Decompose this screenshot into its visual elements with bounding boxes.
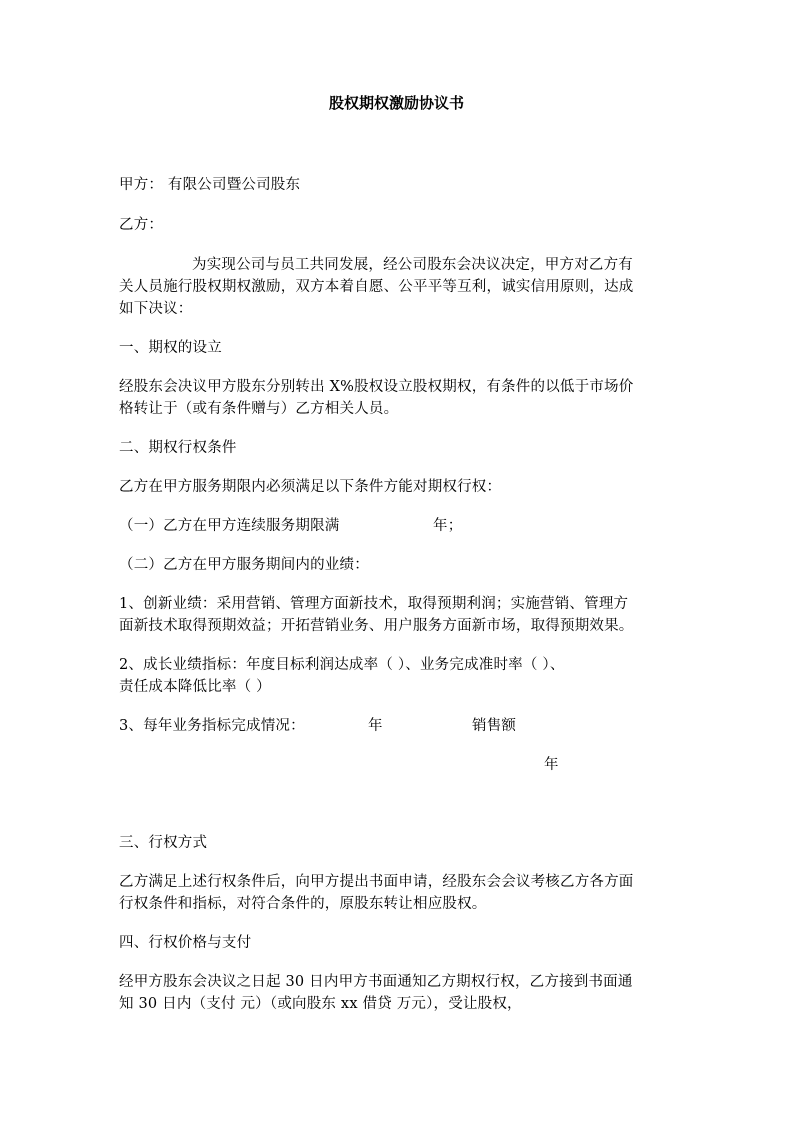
section-2-intro: 乙方在甲方服务期限内必须满足以下条件方能对期权行权： [119,479,502,495]
section-4-line-1: 经甲方股东会决议之日起 30 日内甲方书面通知乙方期权行权，乙方接到书面通 [119,974,633,990]
performance-3-sales: 销售额 [472,718,517,734]
performance-2-line-2: 责任成本降低比率（ ） [119,679,271,695]
performance-1-line-1: 1、创新业绩：采用营销、管理方面新技术，取得预期利润；实施营销、管理方 [119,596,629,612]
section-4-line-2: 知 30 日内（支付 元）（或向股东 xx 借贷 万元），受让股权， [119,996,522,1012]
section-4-heading: 四、行权价格与支付 [119,935,252,951]
condition-2: （二）乙方在甲方服务期间内的业绩： [119,557,369,573]
section-3-line-1: 乙方满足上述行权条件后，向甲方提出书面申请，经股东会会议考核乙方各方面 [119,874,634,890]
performance-3-year-2: 年 [544,757,559,773]
condition-1-suffix: 年； [433,518,463,534]
intro-line-3: 如下决议： [119,301,193,317]
intro-line-2: 关人员施行股权期权激励，双方本着自愿、公平平等互利，诚实信用原则，达成 [119,279,634,295]
section-1-heading: 一、期权的设立 [119,340,222,356]
performance-2-line-1: 2、成长业绩指标：年度目标利润达成率（ ）、业务完成准时率（ ）、 [119,657,565,673]
performance-3-year: 年 [368,718,383,734]
section-1-line-2: 格转让于（或有条件赠与）乙方相关人员。 [119,401,399,417]
party-a-line: 甲方： 有限公司暨公司股东 [119,177,301,193]
document-title: 股权期权激励协议书 [328,94,464,112]
section-1-line-1: 经股东会决议甲方股东分别转出 X%股权设立股权期权，有条件的以低于市场价 [119,379,634,395]
section-2-heading: 二、期权行权条件 [119,440,237,456]
section-3-heading: 三、行权方式 [119,835,208,851]
section-3-line-2: 行权条件和指标，对符合条件的，原股东转让相应股权。 [119,896,487,912]
party-b-line: 乙方： [119,217,164,233]
performance-1-line-2: 面新技术取得预期效益；开拓营销业务、用户服务方面新市场，取得预期效果。 [119,618,634,634]
intro-line-1: 为实现公司与员工共同发展，经公司股东会决议决定，甲方对乙方有 [192,257,633,273]
performance-3-label: 3、每年业务指标完成情况： [119,718,305,734]
condition-1: （一）乙方在甲方连续服务期限满 [119,518,340,534]
